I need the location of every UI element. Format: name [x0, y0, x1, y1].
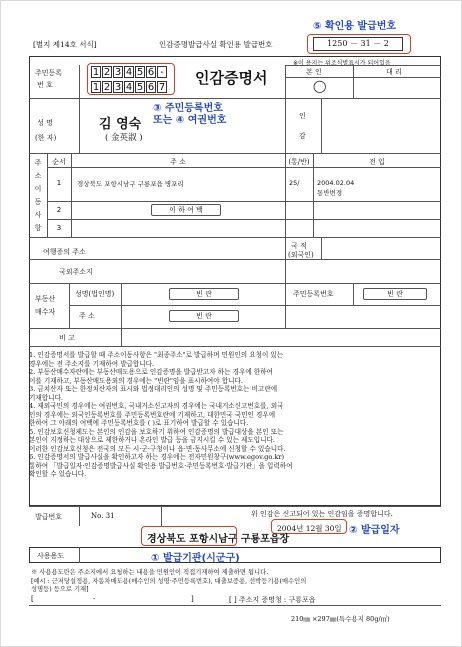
- seal-label-2: 감: [299, 132, 306, 140]
- address-side-label: 이: [34, 185, 42, 193]
- row-seq: 2: [56, 206, 62, 214]
- note-line: 확인할 수 있습니다.: [29, 470, 87, 478]
- annotation-resident-number: ③ 주민등록번호: [153, 103, 223, 114]
- digit-cell: 5: [136, 67, 144, 78]
- self-label: 본 인: [306, 68, 322, 76]
- resident-label-2: 번 호: [37, 81, 53, 89]
- holder-name: 김 영숙: [99, 117, 142, 132]
- digit-cell: 3: [114, 67, 122, 78]
- proxy-label: 대 리: [386, 68, 402, 76]
- name-label: 성 명: [37, 119, 53, 127]
- note-line: 한하여 그 아래의 여백에 주민등록번호를 ( )로 표기하여 발급할 수 있습니다.: [29, 419, 249, 427]
- instruction-notes: [29, 351, 441, 479]
- form-number-label: [별지 제14호 서식]: [33, 40, 97, 49]
- form-title: 인감증명발급사실 확인용 발급번호: [159, 40, 273, 49]
- address-side-label: 동: [34, 198, 42, 206]
- row-reason: 통반변경: [317, 189, 343, 197]
- annotation-confirm-number: ⑤ 확인용 발급번호: [313, 21, 397, 32]
- certification-statement: 위 인감은 신고되어 있는 인감임을 증명합니다.: [251, 510, 393, 518]
- certificate-stamp-title: 인감증명서: [195, 69, 268, 87]
- issue-date: 2004년 12월 30일: [277, 524, 342, 533]
- issuing-authority: 경상북도 포항시남구 구룡포읍장: [147, 534, 290, 545]
- note-line: 기재합니다.: [29, 393, 63, 402]
- issuing-authority-highlight: [141, 526, 237, 546]
- buyer-reg-label: 주민등록번호: [293, 290, 334, 298]
- seal-label-1: 인: [299, 112, 306, 120]
- row-address: 경상북도 포항시남구 구룡포읍 병포리: [77, 180, 184, 188]
- issue-number: No. 31: [91, 512, 115, 520]
- bottom-dash: -: [93, 595, 96, 603]
- header-seq: 순서: [52, 158, 66, 166]
- header-unit: (통/반): [288, 158, 310, 166]
- note-line: 6. 인감증명서의 발급사실을 확인하고자 하는 경우에는 전자민원창구(www.egov.go.kr): [29, 453, 285, 461]
- header-move-in: 전 입: [369, 158, 385, 166]
- row-unit: 25/: [289, 179, 300, 187]
- resident-label: 주민등록: [35, 69, 63, 77]
- address-side-label: 사: [34, 211, 42, 219]
- blank-marker: 이 하 여 백: [151, 204, 221, 216]
- usage-row: [29, 547, 441, 563]
- bottom-bracket-open: [: [31, 595, 34, 603]
- header-address: 주 소: [170, 158, 186, 166]
- row-date: 2004.02.04: [317, 179, 355, 187]
- digit-cell: 3: [114, 82, 122, 93]
- digit-cell: -: [157, 66, 167, 78]
- annotation-passport-number: 또는 ④ 여권번호: [153, 115, 227, 126]
- usage-instruction: ※ 사용용도란은 주소지에서 요청하는 내용을 민원인이 직접기재하여 제출하면 됩니다.: [31, 569, 269, 576]
- self-check-mark: ◯: [313, 79, 327, 93]
- usage-example-2: 성명등) 등으로 기재]: [31, 586, 89, 593]
- issue-number-label: 발급번호: [35, 513, 63, 521]
- buyer-address-blank: 빈 란: [169, 310, 239, 322]
- address-side-label: 항: [34, 224, 42, 232]
- digit-cell: 6: [147, 82, 155, 93]
- overseas-address-label: 국외주소지: [59, 268, 93, 276]
- digit-cell: 6: [147, 67, 155, 78]
- real-estate-side-label: 부동산: [35, 295, 56, 303]
- buyer-reg-blank: 빈 란: [363, 288, 427, 300]
- confirm-number-highlight: [307, 34, 411, 54]
- digit-cell: 1: [92, 67, 100, 78]
- note-line: 1. 인감증명서를 발급할 때 주소이동사항은 "최종주소"로 발급하며 민원인의 요청이 있는: [29, 351, 284, 359]
- note-line: 3. 금치산자 또는 한정치산자의 표시와 법정대리인의 성명 및 주민등록번호는 비고란에: [29, 385, 278, 393]
- bottom-bracket-close: ]: [191, 595, 194, 603]
- buyer-name-label: 성명(법인명): [75, 290, 115, 298]
- note-line: 경우에는 전 주소지를 기재하여 발급합니다.: [29, 359, 155, 368]
- note-line: 2. 부동산매수자란에는 부동산매도용으로 인감증명을 발급받고자 하는 경우에 한하여: [29, 368, 273, 376]
- buyer-name-blank: 빈 란: [169, 288, 239, 300]
- digit-cell: 4: [125, 67, 133, 78]
- nationality-label: 국 적: [291, 242, 307, 250]
- address-office: [ ] 주소지 증명청 : 구룡포읍: [229, 596, 316, 604]
- remarks-label: 비 고: [59, 334, 75, 342]
- note-line: 4. 재외국민의 경우에는 여권번호, 국내거소신고자의 경우에는 국내거소신고번호를, 외국: [29, 402, 284, 410]
- digit-cell: 2: [103, 82, 111, 93]
- digit-cell: 2: [103, 67, 111, 78]
- address-side-label: 소: [34, 172, 42, 180]
- nationality-label-2: (외국인): [288, 251, 314, 259]
- digit-cell: 5: [136, 82, 144, 93]
- digit-cell: 4: [125, 82, 133, 93]
- passport-address-label: 여행증의 주소: [43, 248, 86, 256]
- address-side-label: 주: [34, 159, 42, 167]
- buyer-address-label: 주 소: [79, 312, 95, 320]
- usage-example: [예시 : 근저당설정용, 자동차매도용(매수인의 성명·주민등록번호), 대출보증용, 선박등기용(매수인의: [31, 578, 307, 585]
- note-line: 이러한 인감보호신청은 전국의 모든 시·군·구청이나 읍·면·동사무소에 신청할 수 있습니다.: [29, 444, 286, 453]
- anti-forgery-note: ※이 용지는 위조식별표시가 되어있음: [293, 60, 391, 67]
- real-estate-side-label-2: 매수자: [35, 308, 56, 316]
- name-label-hanja: (한 자): [35, 134, 57, 142]
- row-seq: 1: [56, 179, 62, 187]
- usage-label: 사용용도: [37, 552, 65, 560]
- digit-cell: 1: [92, 82, 100, 93]
- note-line: 이를 기재하고, 부동산매도용외의 경우에는 "빈란"임을 표시하여야 합니다.: [29, 376, 243, 385]
- row-seq: 3: [56, 224, 62, 232]
- annotation-issue-date: ② 발급일자: [349, 525, 400, 536]
- note-line: 통하여 「발급일자·인감증명발급사실 확인용 발급번호·주민등록번호·발급기관」을 입력하여: [29, 461, 293, 470]
- paper-size: 210㎜ ×297㎜(특수용지 80g/㎡): [291, 615, 390, 623]
- annotation-issuing-authority: ① 발급기관(시군구): [151, 553, 240, 564]
- note-line: 5. 인감보호신청제도는 본인의 인감을 보호하기 위하여 인감증명의 발급대상을 본인 또는: [29, 427, 284, 436]
- issue-confirm-number: 1250 － 31 － 2: [313, 37, 403, 51]
- note-line: 본인이 지정하는 대상으로 제한하거나 온라인 발급 등을 금지시킬 수 있는 제도입니다.: [29, 436, 275, 444]
- digit-cell: 7: [158, 82, 166, 93]
- resident-number-highlight: [87, 63, 175, 95]
- holder-name-hanja: ( 金英淑 ): [105, 133, 143, 143]
- note-line: 인의 경우에는 외국인등록번호를 주민등록번호란에 기재하고, 대한민국 국민인 경우에: [29, 410, 276, 419]
